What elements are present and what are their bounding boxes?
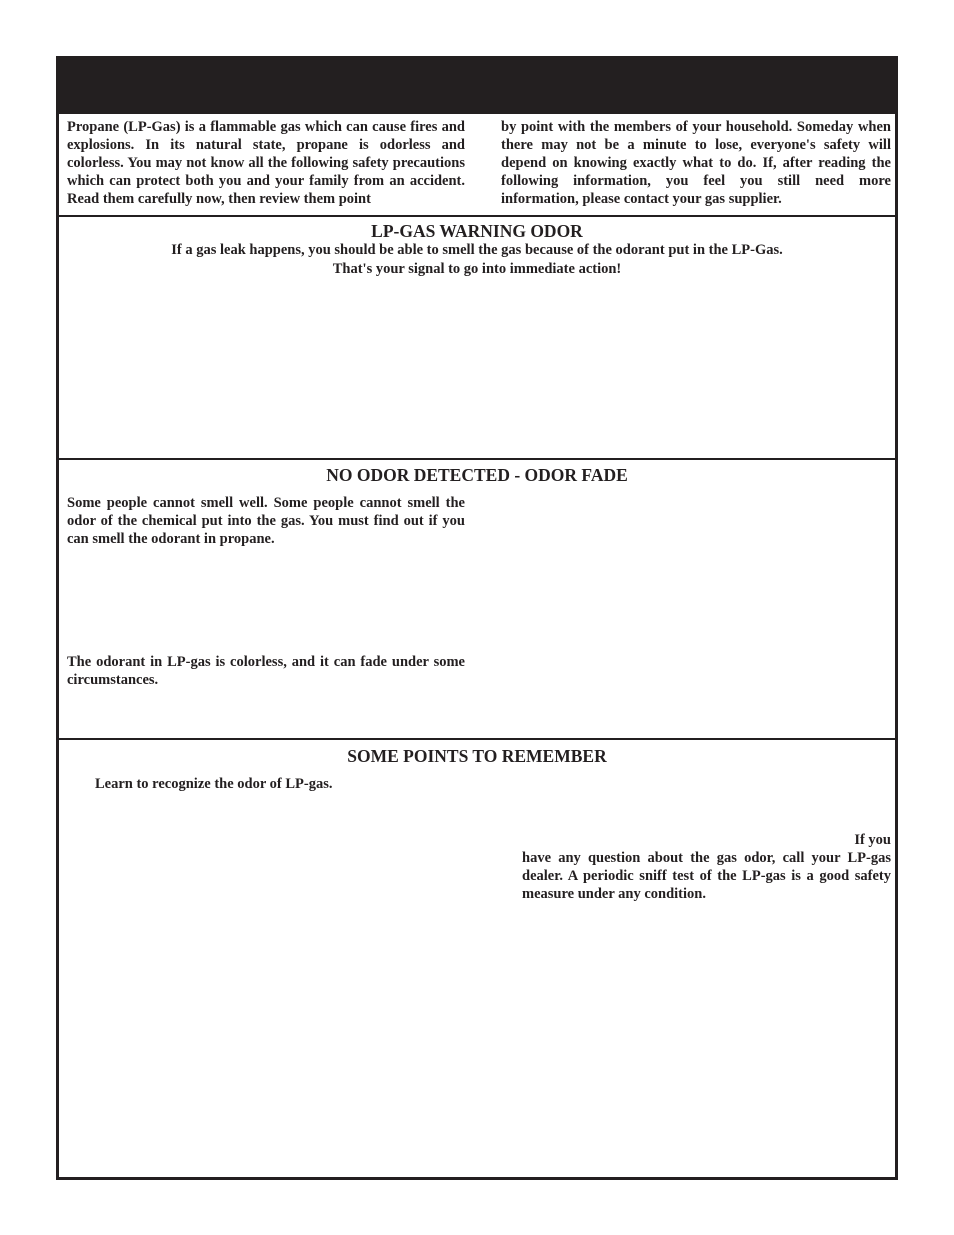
header-bar (59, 59, 895, 114)
no-odor-paragraph-1: Some people cannot smell well. Some people cannot smell the odor of the chemical put into the gas. You must find out if you can smell the odorant in propane. (67, 495, 465, 547)
points-section (59, 738, 895, 1177)
points-right-rest: have any question about the gas odor, call your LP-gas dealer. A periodic sniff test of the LP-gas is a good safety measure under any condition. (522, 850, 891, 902)
intro-left-text: Propane (LP-Gas) is a flammable gas which can cause fires and explosions. In its natural state, propane is odorless and colorless. You may not know all the following safety precautions which can protect both you and your family from an accident. Read them carefully now, then review them point (67, 119, 465, 207)
intro-right-text: by point with the members of your household. Someday when there may not be a minute to lose, everyone's safety will depend on knowing exactly what to do. If, after reading the following information, you feel you still need more information, please contact your gas supplier. (501, 119, 891, 207)
warning-odor-line-2: That's your signal to go into immediate action! (332, 261, 622, 277)
points-right-paragraph (522, 831, 891, 903)
points-item-1: Learn to recognize the odor of LP-gas. (95, 776, 333, 792)
intro-section (59, 114, 895, 215)
page-frame (56, 56, 898, 1180)
points-right-lead: If you (854, 832, 891, 848)
warning-odor-heading: LP-GAS WARNING ODOR (371, 221, 583, 241)
no-odor-section (59, 458, 895, 738)
warning-odor-line-1: If a gas leak happens, you should be able to smell the gas because of the odorant put in the LP-Gas. (171, 242, 783, 258)
no-odor-heading: NO ODOR DETECTED - ODOR FADE (326, 465, 628, 485)
no-odor-paragraph-2: The odorant in LP-gas is colorless, and it can fade under some circumstances. (67, 654, 465, 688)
warning-odor-section (59, 215, 895, 458)
points-heading: SOME POINTS TO REMEMBER (347, 746, 607, 766)
